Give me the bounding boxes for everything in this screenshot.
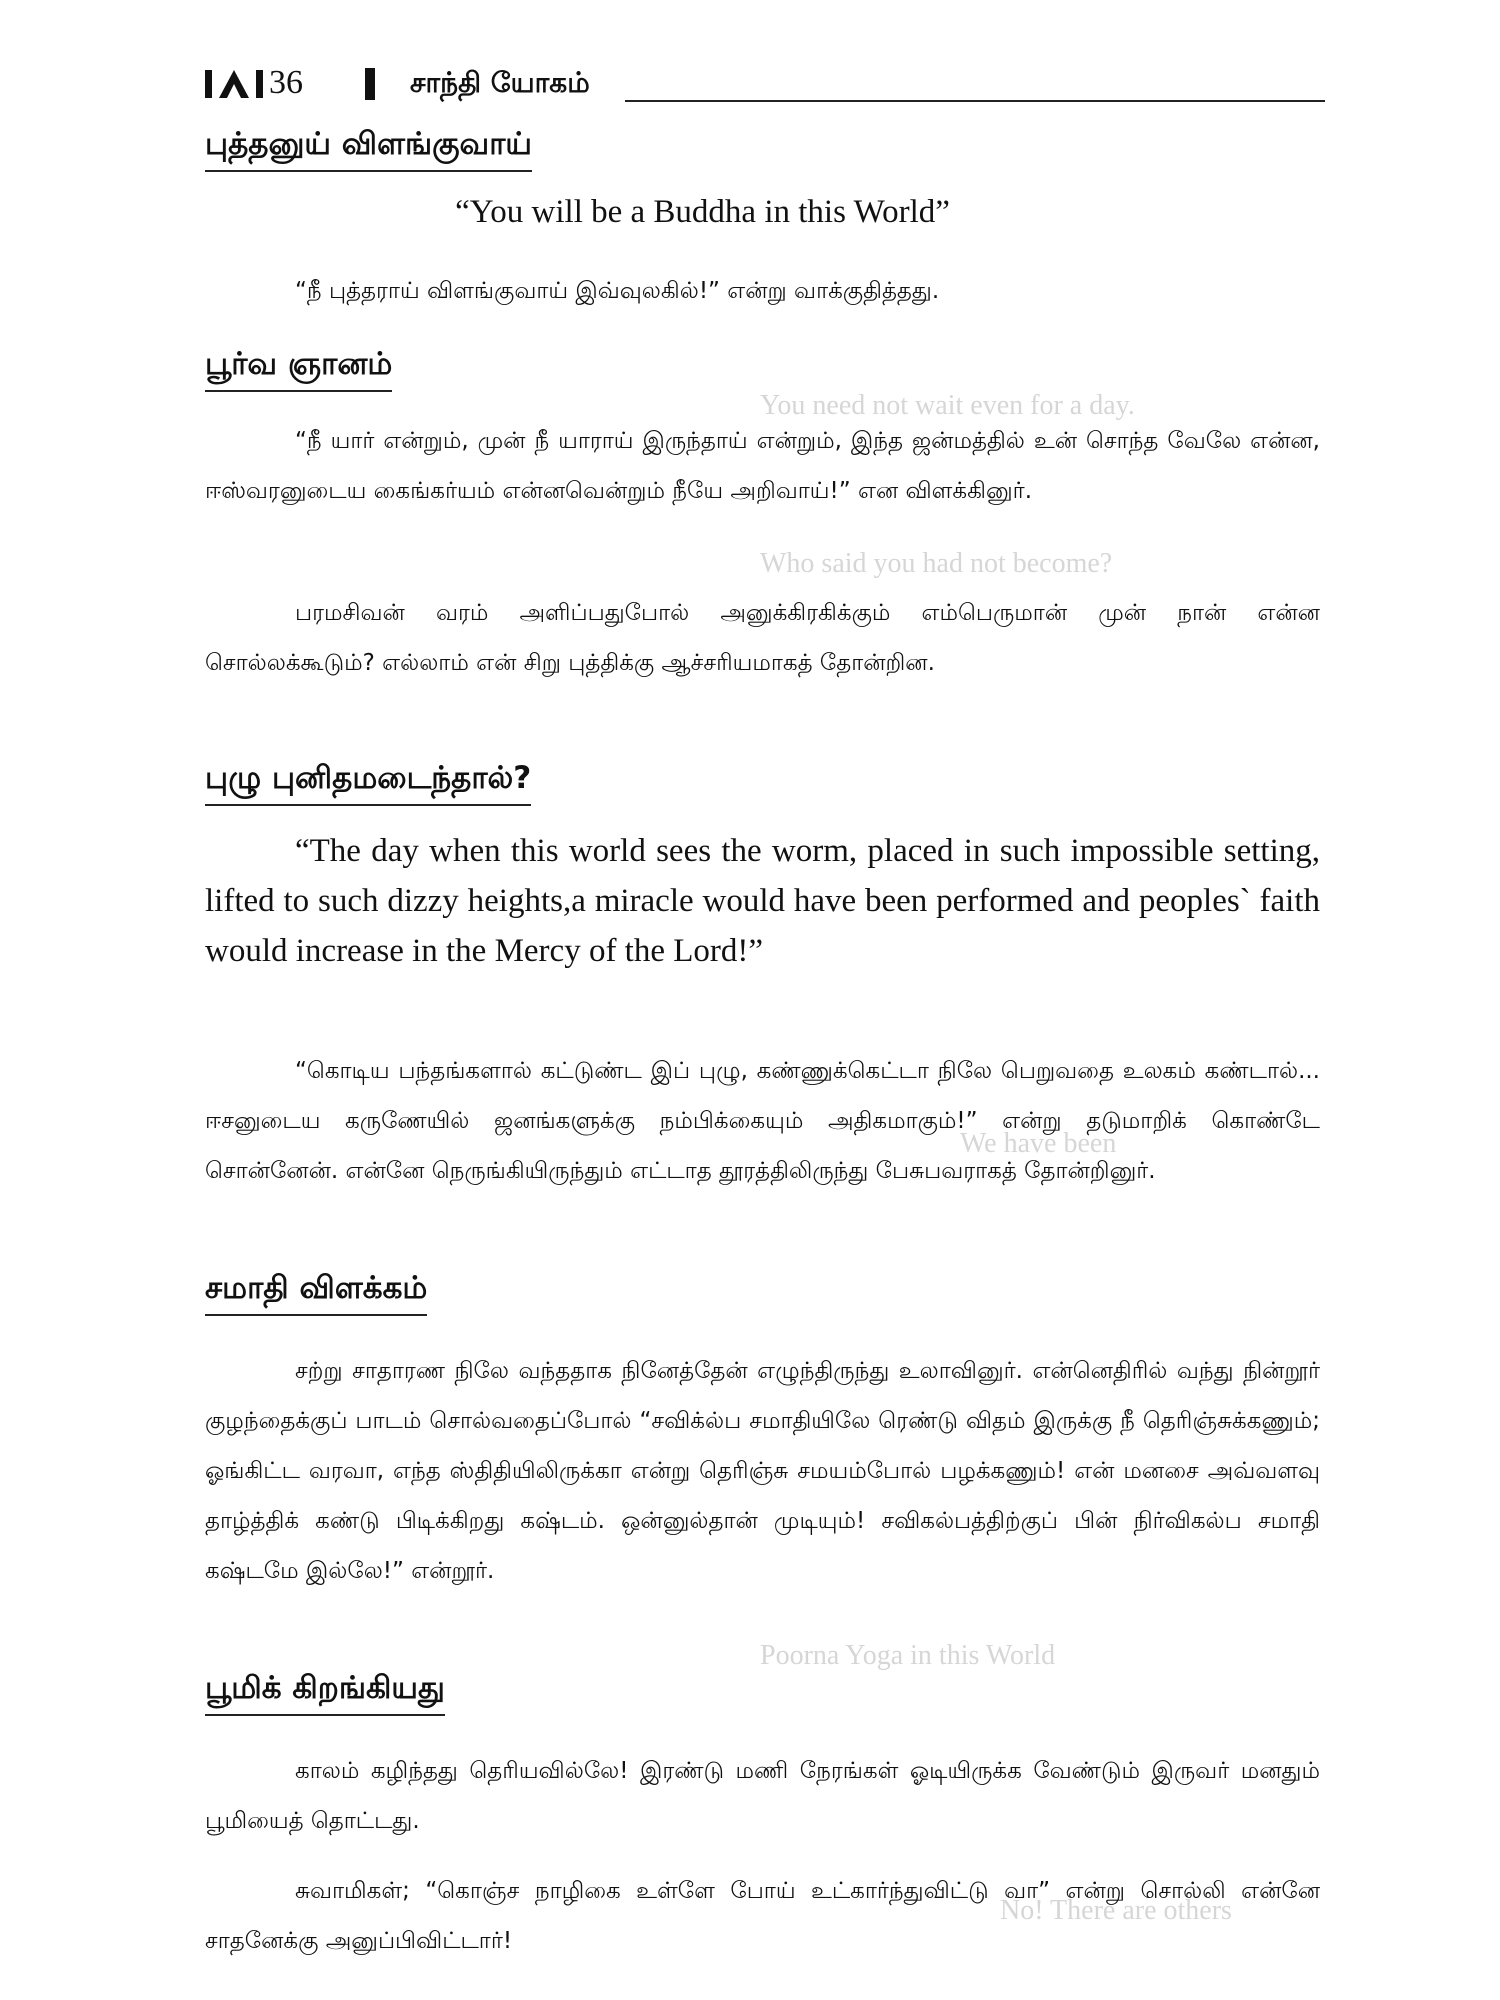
bleed-through-text: We have been (960, 1128, 1117, 1159)
paragraph: “நீ யார் என்றும், முன் நீ யாராய் இருந்தாய் என்றும், இந்த ஜன்மத்தில் உன் சொந்த வேலே என்ன, ஈஸ்வரனுடைய கைங்கர்யம் என்னவென்றும் நீயே அறிவாய்!” என விளக்கினுர். (205, 428, 1320, 504)
english-quote: “The day when this world sees the worm, placed in such impossible setting, lifted to such dizzy heights,a miracle would have been performed and peoples` faith would increase in the Mercy of the Lord!” (205, 833, 1320, 969)
section-heading: பூர்வ ஞானம் (205, 346, 392, 392)
section-heading: புத்தனுய் விளங்குவாய் (205, 126, 532, 172)
paragraph: சுவாமிகள்; “கொஞ்ச நாழிகை உள்ளே போய் உட்கார்ந்துவிட்டு வா” என்று சொல்லி என்னே சாதனேக்கு அனுப்பிவிட்டார்! (205, 1878, 1320, 1954)
paragraph: பரமசிவன் வரம் அளிப்பதுபோல் அனுக்கிரகிக்கும் எம்பெருமான் முன் நான் என்ன சொல்லக்கூடும்? எல்லாம் என் சிறு புத்திக்கு ஆச்சரியமாகத் தோன்றின. (205, 600, 1320, 676)
header-rule (625, 100, 1325, 102)
section-quote-en (205, 194, 1320, 231)
paragraph: சற்று சாதாரண நிலே வந்ததாக நினேத்தேன் எழுந்திருந்து உலாவினுர். என்னெதிரில் வந்து நின்றூர் குழந்தைக்குப் பாடம் சொல்வதைப்போல் “சவிக்ல்ப சமாதியிலே ரெண்டு விதம் இருக்கு நீ தெரிஞ்சுக்கணும்; ஓங்கிட்ட வரவா, எந்த ஸ்திதியிலிருக்கா என்று தெரிஞ்சு சமயம்போல் பழக்கணும்! என் மனசை அவ்வளவு தாழ்த்திக் கண்டு பிடிக்கிறது கஷ்டம். ஒன்னுல்தான் முடியும்! சவிகல்பத்திற்குப் பின் நிர்விகல்ப சமாதி கஷ்டமே இல்லே!” என்றூர். (205, 1358, 1320, 1584)
paragraph: “கொடிய பந்தங்களால் கட்டுண்ட இப் புழு, கண்ணுக்கெட்டா நிலே பெறுவதை உலகம் கண்டால்... ஈசனுடைய கருணேயில் ஜனங்களுக்கு நம்பிக்கையும் அதிகமாகும்!” என்று தடுமாறிக் கொண்டே சொன்னேன். என்னே நெருங்கியிருந்தும் எட்டாத தூரத்திலிருந்து பேசுபவராகத் தோன்றினுர். (205, 1058, 1320, 1184)
paragraph: “நீ புத்தராய் விளங்குவாய் இவ்வுலகில்!” என்று வாக்குதித்தது. (295, 278, 940, 304)
bleed-through-text: Who said you had not become? (760, 548, 1113, 579)
bleed-through-text: You need not wait even for a day. (760, 390, 1135, 421)
section-heading: சமாதி விளக்கம் (205, 1270, 427, 1316)
publisher-logo-icon (205, 68, 265, 100)
section-heading: புழு புனிதமடைந்தால்? (205, 760, 531, 806)
book-title: சாந்தி யோகம் (410, 66, 590, 99)
page-number: 36 (269, 64, 303, 101)
paragraph: காலம் கழிந்தது தெரியவில்லே! இரண்டு மணி நேரங்கள் ஓடியிருக்க வேண்டும் இருவர் மனதும் பூமியைத் தொட்டது. (205, 1758, 1320, 1834)
bleed-through-text: No! There are others (1000, 1895, 1232, 1926)
bleed-through-text: Poorna Yoga in this World (760, 1640, 1056, 1671)
english-quote: “You will be a Buddha in this World” (455, 194, 950, 230)
header-divider (365, 68, 375, 100)
page-header (205, 62, 1325, 108)
section-heading: பூமிக் கிறங்கியது (205, 1670, 445, 1716)
